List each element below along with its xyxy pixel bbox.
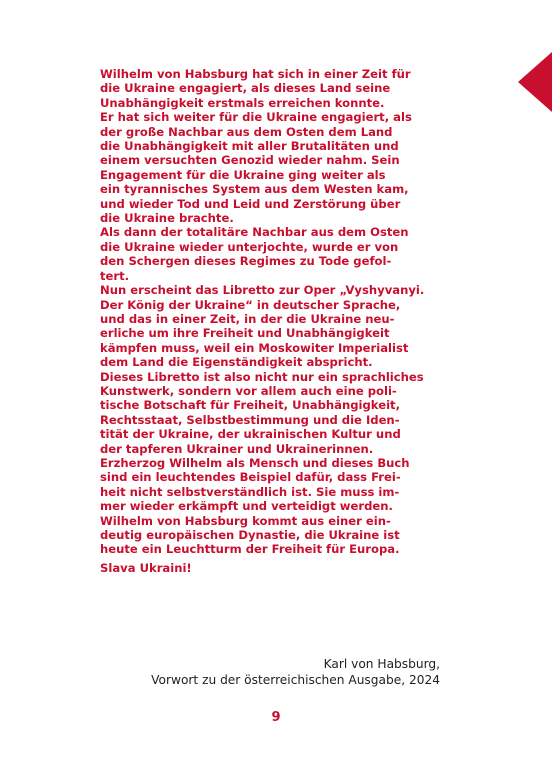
text-line: heute ein Leuchtturm der Freiheit für Europa.	[100, 542, 400, 557]
signature-source: Vorwort zu der österreichischen Ausgabe, 2024	[151, 673, 440, 687]
text-line: kämpfen muss, weil ein Moskowiter Imperialist	[100, 340, 409, 355]
text-line: Er hat sich weiter für die Ukraine engagiert, als	[100, 110, 412, 125]
text-line: sind ein leuchtendes Beispiel dafür, dass Frei-	[100, 470, 401, 485]
text-line: tert.	[100, 268, 130, 283]
text-line: Nun erscheint das Libretto zur Oper „Vyshyvanyi.	[100, 283, 425, 298]
text-line: Der König der Ukraine“ in deutscher Sprache,	[100, 297, 401, 312]
text-line: Kunstwerk, sondern vor allem auch eine poli-	[100, 383, 397, 398]
text-line: Erzherzog Wilhelm als Mensch und dieses Buch	[100, 455, 410, 470]
text-line: die Ukraine brachte.	[100, 211, 234, 226]
text-line: Rechtsstaat, Selbstbestimmung und die Iden-	[100, 412, 400, 427]
text-line: Dieses Libretto ist also nicht nur ein sprachliches	[100, 369, 424, 384]
text-line: erliche um ihre Freiheit und Unabhängigkeit	[100, 326, 390, 341]
paragraph-5	[100, 370, 448, 456]
text-line: Als dann der totalitäre Nachbar aus dem Osten	[100, 225, 409, 240]
paragraph-2	[100, 110, 448, 225]
text-line: die Unabhängigkeit mit aller Brutalitäten und	[100, 139, 399, 154]
page-number: 9	[271, 710, 281, 725]
text-line: die Ukraine wieder unterjochte, wurde er von	[100, 239, 399, 254]
text-line: einem versuchten Genozid wieder nahm. Sein	[100, 153, 400, 168]
text-line: der tapferen Ukrainer und Ukrainerinnen.	[100, 441, 374, 456]
text-line: heit nicht selbstverständlich ist. Sie muss im-	[100, 484, 400, 499]
text-line: Unabhängigkeit erstmals erreichen konnte.	[100, 95, 385, 110]
signature-block	[151, 656, 440, 688]
closing-line: Slava Ukraini!	[100, 560, 192, 575]
paragraph-4	[100, 283, 448, 369]
text-line: dem Land die Eigenständigkeit abspricht.	[100, 355, 373, 370]
text-line: Engagement für die Ukraine ging weiter als	[100, 167, 386, 182]
text-line: Wilhelm von Habsburg hat sich in einer Zeit für	[100, 67, 411, 81]
text-line: die Ukraine engagiert, als dieses Land seine	[100, 81, 391, 96]
paragraph-6	[100, 456, 448, 557]
text-line: den Schergen dieses Regimes zu Tode gefol-	[100, 254, 392, 269]
text-line: ein tyrannisches System aus dem Westen kam,	[100, 182, 409, 197]
text-line: und das in einer Zeit, in der die Ukraine neu-	[100, 311, 395, 326]
page-marker-triangle-icon	[518, 52, 552, 112]
foreword-text	[100, 67, 448, 575]
text-line: tität der Ukraine, der ukrainischen Kultur und	[100, 427, 401, 442]
text-line: Wilhelm von Habsburg kommt aus einer ein-	[100, 513, 391, 528]
paragraph-1	[100, 67, 448, 110]
text-line: tische Botschaft für Freiheit, Unabhängigkeit,	[100, 398, 400, 413]
text-line: und wieder Tod und Leid und Zerstörung über	[100, 196, 401, 211]
text-line: der große Nachbar aus dem Osten dem Land	[100, 124, 393, 139]
paragraph-3	[100, 225, 448, 283]
text-line: mer wieder erkämpft und verteidigt werden.	[100, 499, 393, 514]
text-line: deutig europäischen Dynastie, die Ukraine ist	[100, 528, 400, 542]
signature-name: Karl von Habsburg,	[323, 657, 440, 671]
